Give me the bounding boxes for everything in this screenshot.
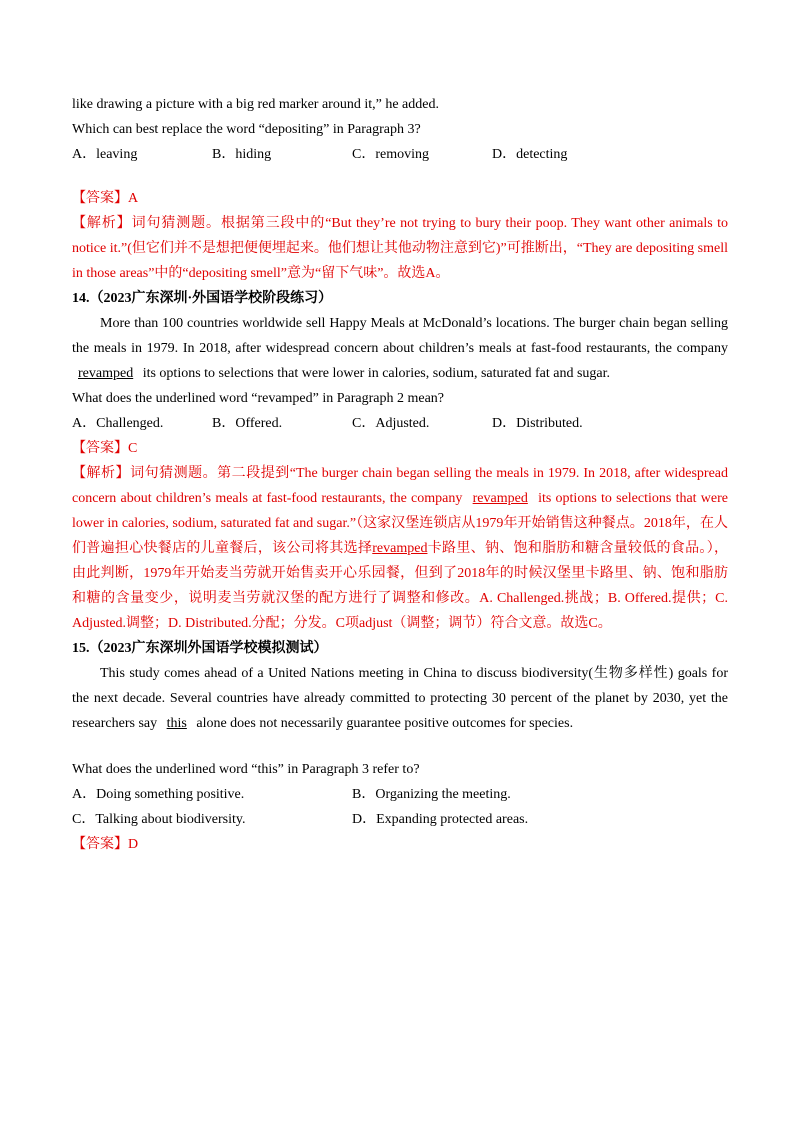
q14-option-c: C．Adjusted. [352, 416, 430, 431]
q15-option-d: D．Expanding protected areas. [352, 812, 529, 827]
q13-analysis: 【解析】词句猜测题。根据第三段中的“But they’re not trying to bury their poop. They want other animals to notice it.”(但它们并不是想把便便埋起来。他们想让其他动物注意到它)”可推断出，“They are depositing smell in those areas”中的“depositing smell”意为“留下气味”。故选A。 [72, 216, 728, 281]
q14-analysis-underlined-1: revamped [472, 491, 528, 506]
q15-option-b: B．Organizing the meeting. [352, 787, 511, 802]
q14-option-b: B．Offered. [212, 416, 283, 431]
q15-option-a: A．Doing something positive. [72, 787, 245, 802]
q14-option-a: A．Challenged. [72, 416, 164, 431]
q14-answer: 【答案】C [72, 441, 138, 456]
q14-analysis-part2: its options to selections that were lower in calories, sodium, saturated fat and sugar.”（这家汉堡连锁店从1979年开始销售这种餐点。2018年，在人们普遍担心快餐店的儿童餐后，该公司将其选择 [72, 491, 729, 556]
q15-option-c: C．Talking about biodiversity. [72, 812, 246, 827]
q14-options [72, 411, 728, 436]
q14-analysis-part1: 【解析】词句猜测题。第二段提到“The burger chain began selling the meals in 1979. In 2018, after widespread concern about children’s meals at fast-food restaurants, the company [72, 466, 728, 506]
q14-option-d: D．Distributed. [492, 416, 583, 431]
q14-passage [72, 311, 728, 386]
q15-options-row1 [72, 782, 728, 807]
q15-passage-before: This study comes ahead of a United Nations meeting in China to discuss biodiversity(生物多样性) goals for the next decade. Several countries have already committed to protecting 30 percent of the planet by 2030, yet the researchers say [72, 666, 728, 731]
q15-options-row2 [72, 807, 728, 832]
document-page [72, 92, 728, 857]
q13-answer: 【答案】A [72, 191, 139, 206]
q13-question: Which can best replace the word “depositing” in Paragraph 3? [72, 122, 421, 137]
q14-analysis-underlined-2: revamped [372, 541, 428, 556]
q14-analysis [72, 461, 728, 636]
q13-option-c: C．removing [352, 147, 429, 162]
q14-underlined-word: revamped [78, 366, 134, 381]
q14-question: What does the underlined word “revamped” in Paragraph 2 mean? [72, 391, 445, 406]
q13-option-b: B．hiding [212, 147, 272, 162]
q15-answer: 【答案】D [72, 837, 139, 852]
q14-passage-after: its options to selections that were lower in calories, sodium, saturated fat and sugar. [142, 366, 611, 381]
q14-analysis-part3: 卡路里、钠、饱和脂肪和糖含量较低的食品。），由此判断，1979年开始麦当劳就开始售卖开心乐园餐，但到了2018年的时候汉堡里卡路里、钠、饱和脂肪和糖的含量变少，说明麦当劳就汉堡的配方进行了调整和修改。A. Challenged.挑战；B. Offered.提供；C. Adjusted.调整；D. Distributed.分配；分发。C项adjust（调整；调节）符合文意。故选C。 [72, 541, 728, 631]
q15-underlined-word: this [166, 716, 187, 731]
q13-option-a: A．leaving [72, 147, 138, 162]
q14-passage-before: More than 100 countries worldwide sell Happy Meals at McDonald’s locations. The burger chain began selling the meals in 1979. In 2018, after widespread concern about children’s meals at fast-food restaurants, the company [72, 316, 728, 356]
spacer [72, 736, 728, 757]
q14-header: 14.（2023广东深圳·外国语学校阶段练习） [72, 291, 333, 306]
q15-passage [72, 661, 728, 736]
q13-options [72, 142, 728, 167]
q15-passage-after: alone does not necessarily guarantee positive outcomes for species. [196, 716, 574, 731]
q15-header: 15.（2023广东深圳外国语学校模拟测试） [72, 641, 328, 656]
q13-option-d: D．detecting [492, 147, 568, 162]
q13-passage-tail: like drawing a picture with a big red marker around it,” he added. [72, 97, 439, 112]
q15-question: What does the underlined word “this” in Paragraph 3 refer to? [72, 762, 420, 777]
spacer [72, 167, 728, 186]
